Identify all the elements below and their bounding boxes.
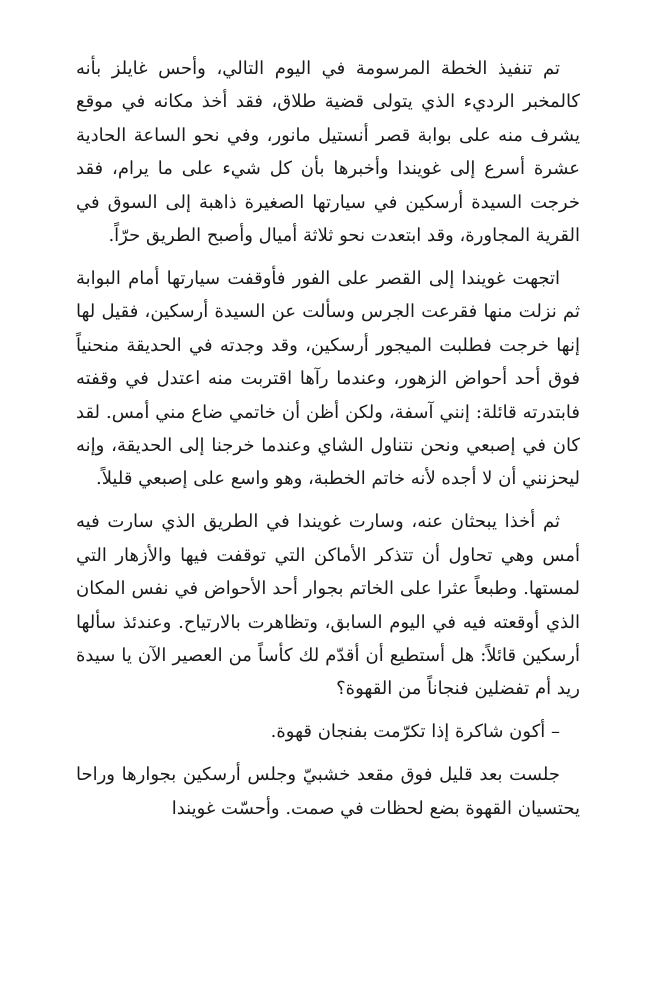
paragraph-dialogue-coffee: – أكون شاكرة إذا تكرّمت بفنجان قهوة. xyxy=(270,721,560,743)
paragraph-ring-search: ثم أخذا يبحثان عنه، وسارت غويندا في الطريق الذي سارت فيه أمس وهي تحاول أن تتذكر الأماكن التي توقفت فيها والأزهار التي لمستها. وطبعاً عثرا على الخاتم بجوار أحد الأحواض في نفس المكان الذي أوقعته فيه في اليوم السابق، وتظاهرت بالارتياح. وعندئذ سألها أرسكين قائلاً: هل أستطيع أن أقدّم لك كأساً من العصير الآن يا سيدة ريد أم تفضلين فنجاناً من القهوة؟ xyxy=(76,511,580,700)
paragraph-plan-executed: تم تنفيذ الخطة المرسومة في اليوم التالي، وأحس غايلز بأنه كالمخبر الرديء الذي يتولى قضية طلاق، فقد أخذ مكانه في موقع يشرف منه على بوابة قصر أنستيل مانور، وفي نحو الساعة الحادية عشرة أسرع إلى غويندا وأخبرها بأن كل شيء على ما يرام، فقد خرجت السيدة أرسكين في سيارتها الصغيرة ذاهبة إلى السوق في القرية المجاورة، وقد ابتعدت نحو ثلاثة أميال وأصبح الطريق حرّاً. xyxy=(76,58,580,247)
paragraph-gwenda-visits-manor: اتجهت غويندا إلى القصر على الفور فأوقفت سيارتها أمام البوابة ثم نزلت منها فقرعت الجرس وسألت عن السيدة أرسكين، فقيل لها إنها خرجت فطلبت الميجور أرسكين، وقد وجدته في الحديقة منحنياً فوق أحد أحواض الزهور، وعندما رآها اقتربت منه اعتدل في وقفته فابتدرته قائلة: إنني آسفة، ولكن أظن أن خاتمي ضاع مني أمس. لقد كان في إصبعي ونحن نتناول الشاي وعندما خرجنا إلى الحديقة، وإنه ليحزنني أن لا أجده لأنه خاتم الخطبة، وهو واسع على إصبعي قليلاً. xyxy=(76,267,580,490)
paragraph-sitting-bench: جلست بعد قليل فوق مقعد خشبيّ وجلس أرسكين بجوارها وراحا يحتسيان القهوة بضع لحظات في صمت. وأحسّت غويندا xyxy=(76,764,580,819)
book-page-text xyxy=(76,52,580,834)
